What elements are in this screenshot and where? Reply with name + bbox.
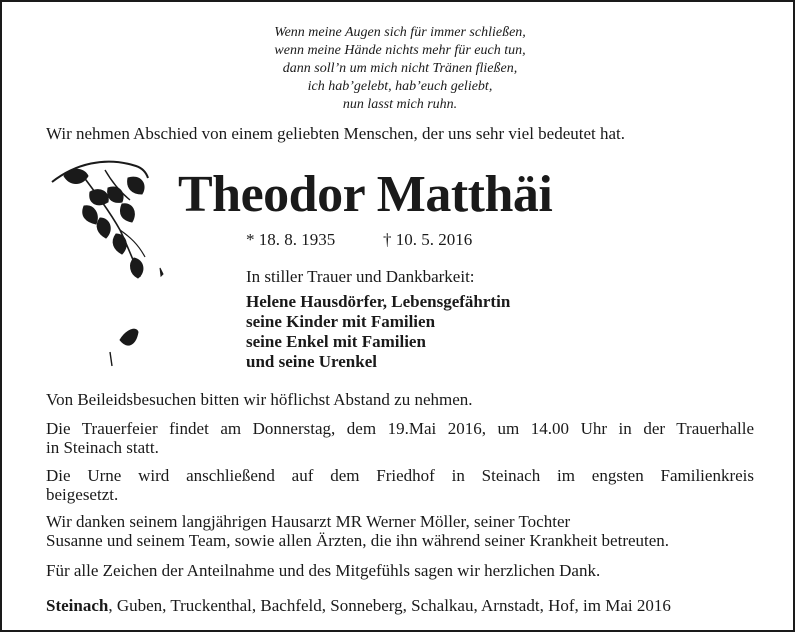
urn-note-line: beigesetzt. xyxy=(46,485,119,504)
places-footer xyxy=(46,596,754,615)
condolence-note: Von Beileidsbesuchen bitten wir höflichst Abstand zu nehmen. xyxy=(46,390,473,409)
funeral-note-line: Die Trauerfeier findet am Donnerstag, dem 19.Mai 2016, um 14.00 Uhr in der Trauerhalle xyxy=(46,419,754,438)
places-list: , Guben, Truckenthal, Bachfeld, Sonneberg, Schalkau, Arnstadt, Hof, im Mai 2016 xyxy=(108,596,671,615)
death-date: † 10. 5. 2016 xyxy=(383,230,473,249)
urn-note-line: Die Urne wird anschließend auf dem Friedhof in Steinach im engsten Familienkreis xyxy=(46,466,754,485)
poem-line: Wenn meine Augen sich für immer schließen, xyxy=(274,25,526,40)
poem-line: wenn meine Hände nichts mehr für euch tun, xyxy=(274,43,526,58)
thanks-note xyxy=(46,512,754,550)
funeral-note xyxy=(46,419,754,457)
deceased-name: Theodor Matthäi xyxy=(178,166,553,223)
poem xyxy=(0,24,800,114)
thanks-note-line: Wir danken seinem langjährigen Hausarzt MR Werner Möller, seiner Tochter xyxy=(46,512,571,531)
mourning-phrase: In stiller Trauer und Dankbarkeit: xyxy=(246,267,475,286)
mourner-line: Helene Hausdörfer, Lebensgefährtin xyxy=(246,292,511,311)
poem-line: ich hab’gelebt, hab’euch geliebt, xyxy=(307,79,493,94)
mourner-line: seine Enkel mit Familien xyxy=(246,332,426,351)
mourners-list xyxy=(246,292,510,372)
place-steinach: Steinach xyxy=(46,596,109,615)
funeral-note-line: in Steinach statt. xyxy=(46,438,159,457)
urn-note xyxy=(46,466,754,504)
poem-line: nun lasst mich ruhn. xyxy=(342,97,458,112)
birch-branch-icon xyxy=(50,152,175,374)
intro-text: Wir nehmen Abschied von einem geliebten Menschen, der uns sehr viel bedeutet hat. xyxy=(46,124,626,143)
gratitude-note: Für alle Zeichen der Anteilnahme und des Mitgefühls sagen wir herzlichen Dank. xyxy=(46,561,601,580)
mourner-line: seine Kinder mit Familien xyxy=(246,312,436,331)
thanks-note-line: Susanne und seinem Team, sowie allen Ärzten, die ihn während seiner Krankheit betreuten. xyxy=(46,531,670,550)
mourner-line: und seine Urenkel xyxy=(246,352,377,371)
poem-line: dann soll’n um mich nicht Tränen fließen, xyxy=(282,61,518,76)
birth-date: * 18. 8. 1935 xyxy=(246,230,336,249)
